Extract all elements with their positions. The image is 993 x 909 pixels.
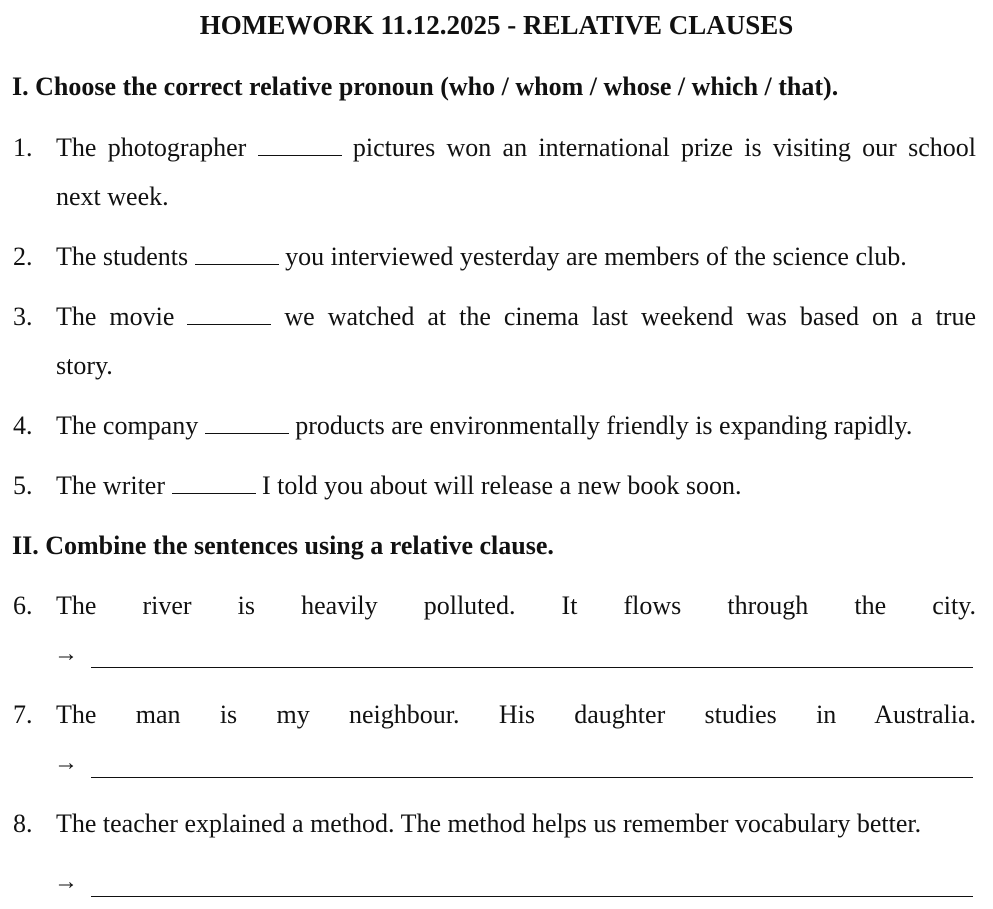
question-1	[56, 133, 976, 163]
item-number: 3.	[13, 302, 33, 331]
answer-blank[interactable]	[187, 302, 271, 325]
item-number: 6.	[13, 591, 33, 620]
question-text: The photographer	[56, 133, 247, 162]
answer-blank[interactable]	[172, 471, 256, 494]
question-5	[56, 471, 976, 501]
question-text: The students	[56, 242, 189, 271]
combine-sentence-8: The teacher explained a method. The method helps us remember vocabulary better.	[56, 809, 922, 838]
answer-line[interactable]	[91, 667, 973, 668]
question-text: pictures won an international prize is visiting our school	[352, 133, 977, 162]
item-number: 5.	[13, 471, 33, 500]
question-continuation: next week.	[56, 182, 169, 211]
item-number: 7.	[13, 700, 33, 729]
combine-sentence-7: The man is my neighbour. His daughter studies in Australia.	[56, 700, 976, 729]
question-text: The company	[56, 411, 199, 440]
question-text: we watched at the cinema last weekend was based on a true	[284, 302, 976, 331]
arrow-icon: →	[54, 750, 78, 776]
question-3	[56, 302, 976, 332]
arrow-icon: →	[54, 869, 78, 895]
answer-blank[interactable]	[195, 242, 279, 265]
item-number: 8.	[13, 809, 33, 838]
item-number: 4.	[13, 411, 33, 440]
item-number: 2.	[13, 242, 33, 271]
question-2	[56, 242, 976, 272]
page-title: HOMEWORK 11.12.2025 - RELATIVE CLAUSES	[199, 10, 794, 40]
item-number: 1.	[13, 133, 33, 162]
answer-line[interactable]	[91, 777, 973, 778]
combine-sentence-6: The river is heavily polluted. It flows through the city.	[56, 591, 976, 620]
section-2-heading: II. Combine the sentences using a relative clause.	[12, 531, 554, 560]
section-1-heading: I. Choose the correct relative pronoun (who / whom / whose / which / that).	[12, 72, 839, 101]
question-continuation: story.	[56, 351, 113, 380]
question-4	[56, 411, 976, 441]
question-text: products are environmentally friendly is expanding rapidly.	[295, 411, 913, 440]
answer-blank[interactable]	[205, 411, 289, 434]
question-text: The writer	[56, 471, 166, 500]
arrow-icon: →	[54, 641, 78, 667]
answer-line[interactable]	[91, 896, 973, 897]
question-text: The movie	[56, 302, 175, 331]
answer-blank[interactable]	[258, 133, 342, 156]
question-text: I told you about will release a new book soon.	[262, 471, 742, 500]
question-text: you interviewed yesterday are members of the science club.	[285, 242, 907, 271]
